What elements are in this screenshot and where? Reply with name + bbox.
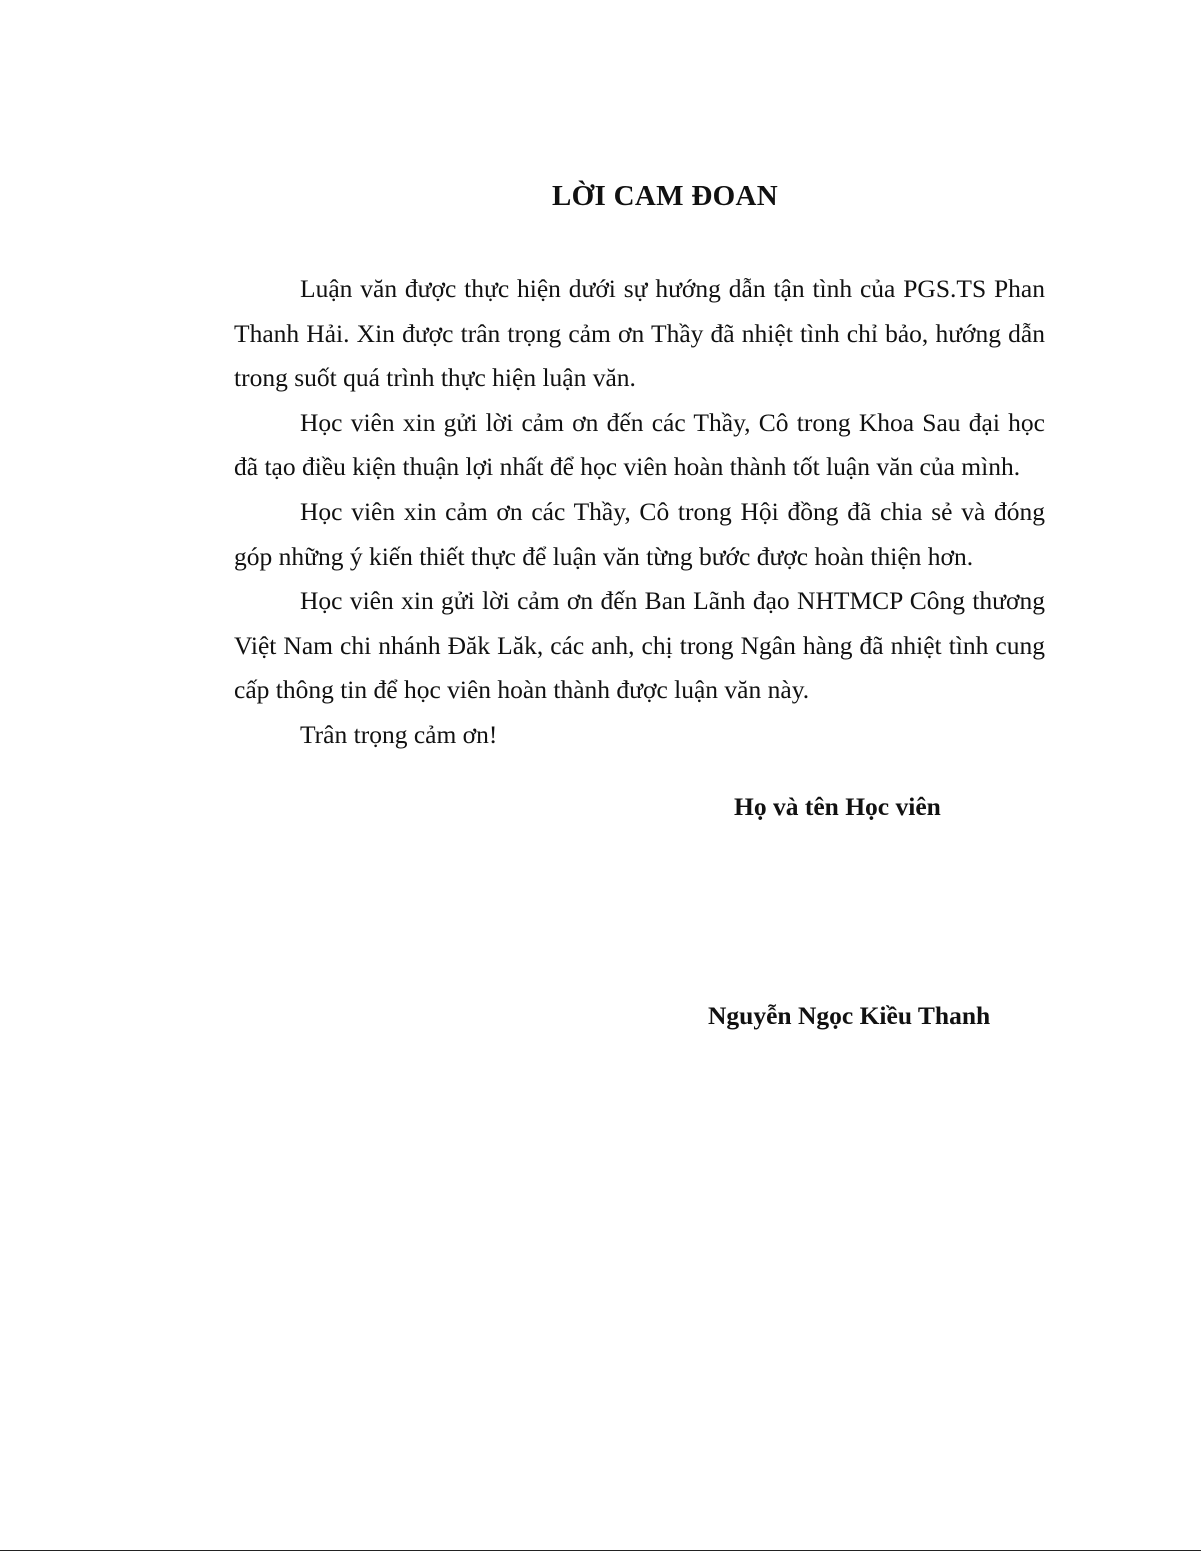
paragraph: Học viên xin cảm ơn các Thầy, Cô trong Hội đồng đã chia sẻ và đóng góp những ý kiến thiết thực để luận văn từng bước được hoàn thiện hơn. (234, 496, 1045, 571)
paragraph: Luận văn được thực hiện dưới sự hướng dẫn tận tình của PGS.TS Phan Thanh Hải. Xin được trân trọng cảm ơn Thầy đã nhiệt tình chỉ bảo, hướng dẫn trong suốt quá trình thực hiện luận văn. (234, 274, 1045, 393)
paragraph: Trân trọng cảm ơn! (300, 719, 498, 749)
signature-role: Họ và tên Học viên (734, 792, 941, 821)
page-bottom-divider (0, 1550, 1201, 1551)
document-title: LỜI CAM ĐOAN (552, 180, 778, 212)
paragraph: Học viên xin gửi lời cảm ơn đến các Thầy, Cô trong Khoa Sau đại học đã tạo điều kiện thuận lợi nhất để học viên hoàn thành tốt luận văn của mình. (234, 407, 1045, 482)
document-body (234, 267, 1045, 758)
signature-name: Nguyễn Ngọc Kiều Thanh (708, 1001, 991, 1030)
paragraph: Học viên xin gửi lời cảm ơn đến Ban Lãnh đạo NHTMCP Công thương Việt Nam chi nhánh Đăk Lăk, các anh, chị trong Ngân hàng đã nhiệt tình cung cấp thông tin để học viên hoàn thành được luận văn này. (234, 586, 1045, 705)
